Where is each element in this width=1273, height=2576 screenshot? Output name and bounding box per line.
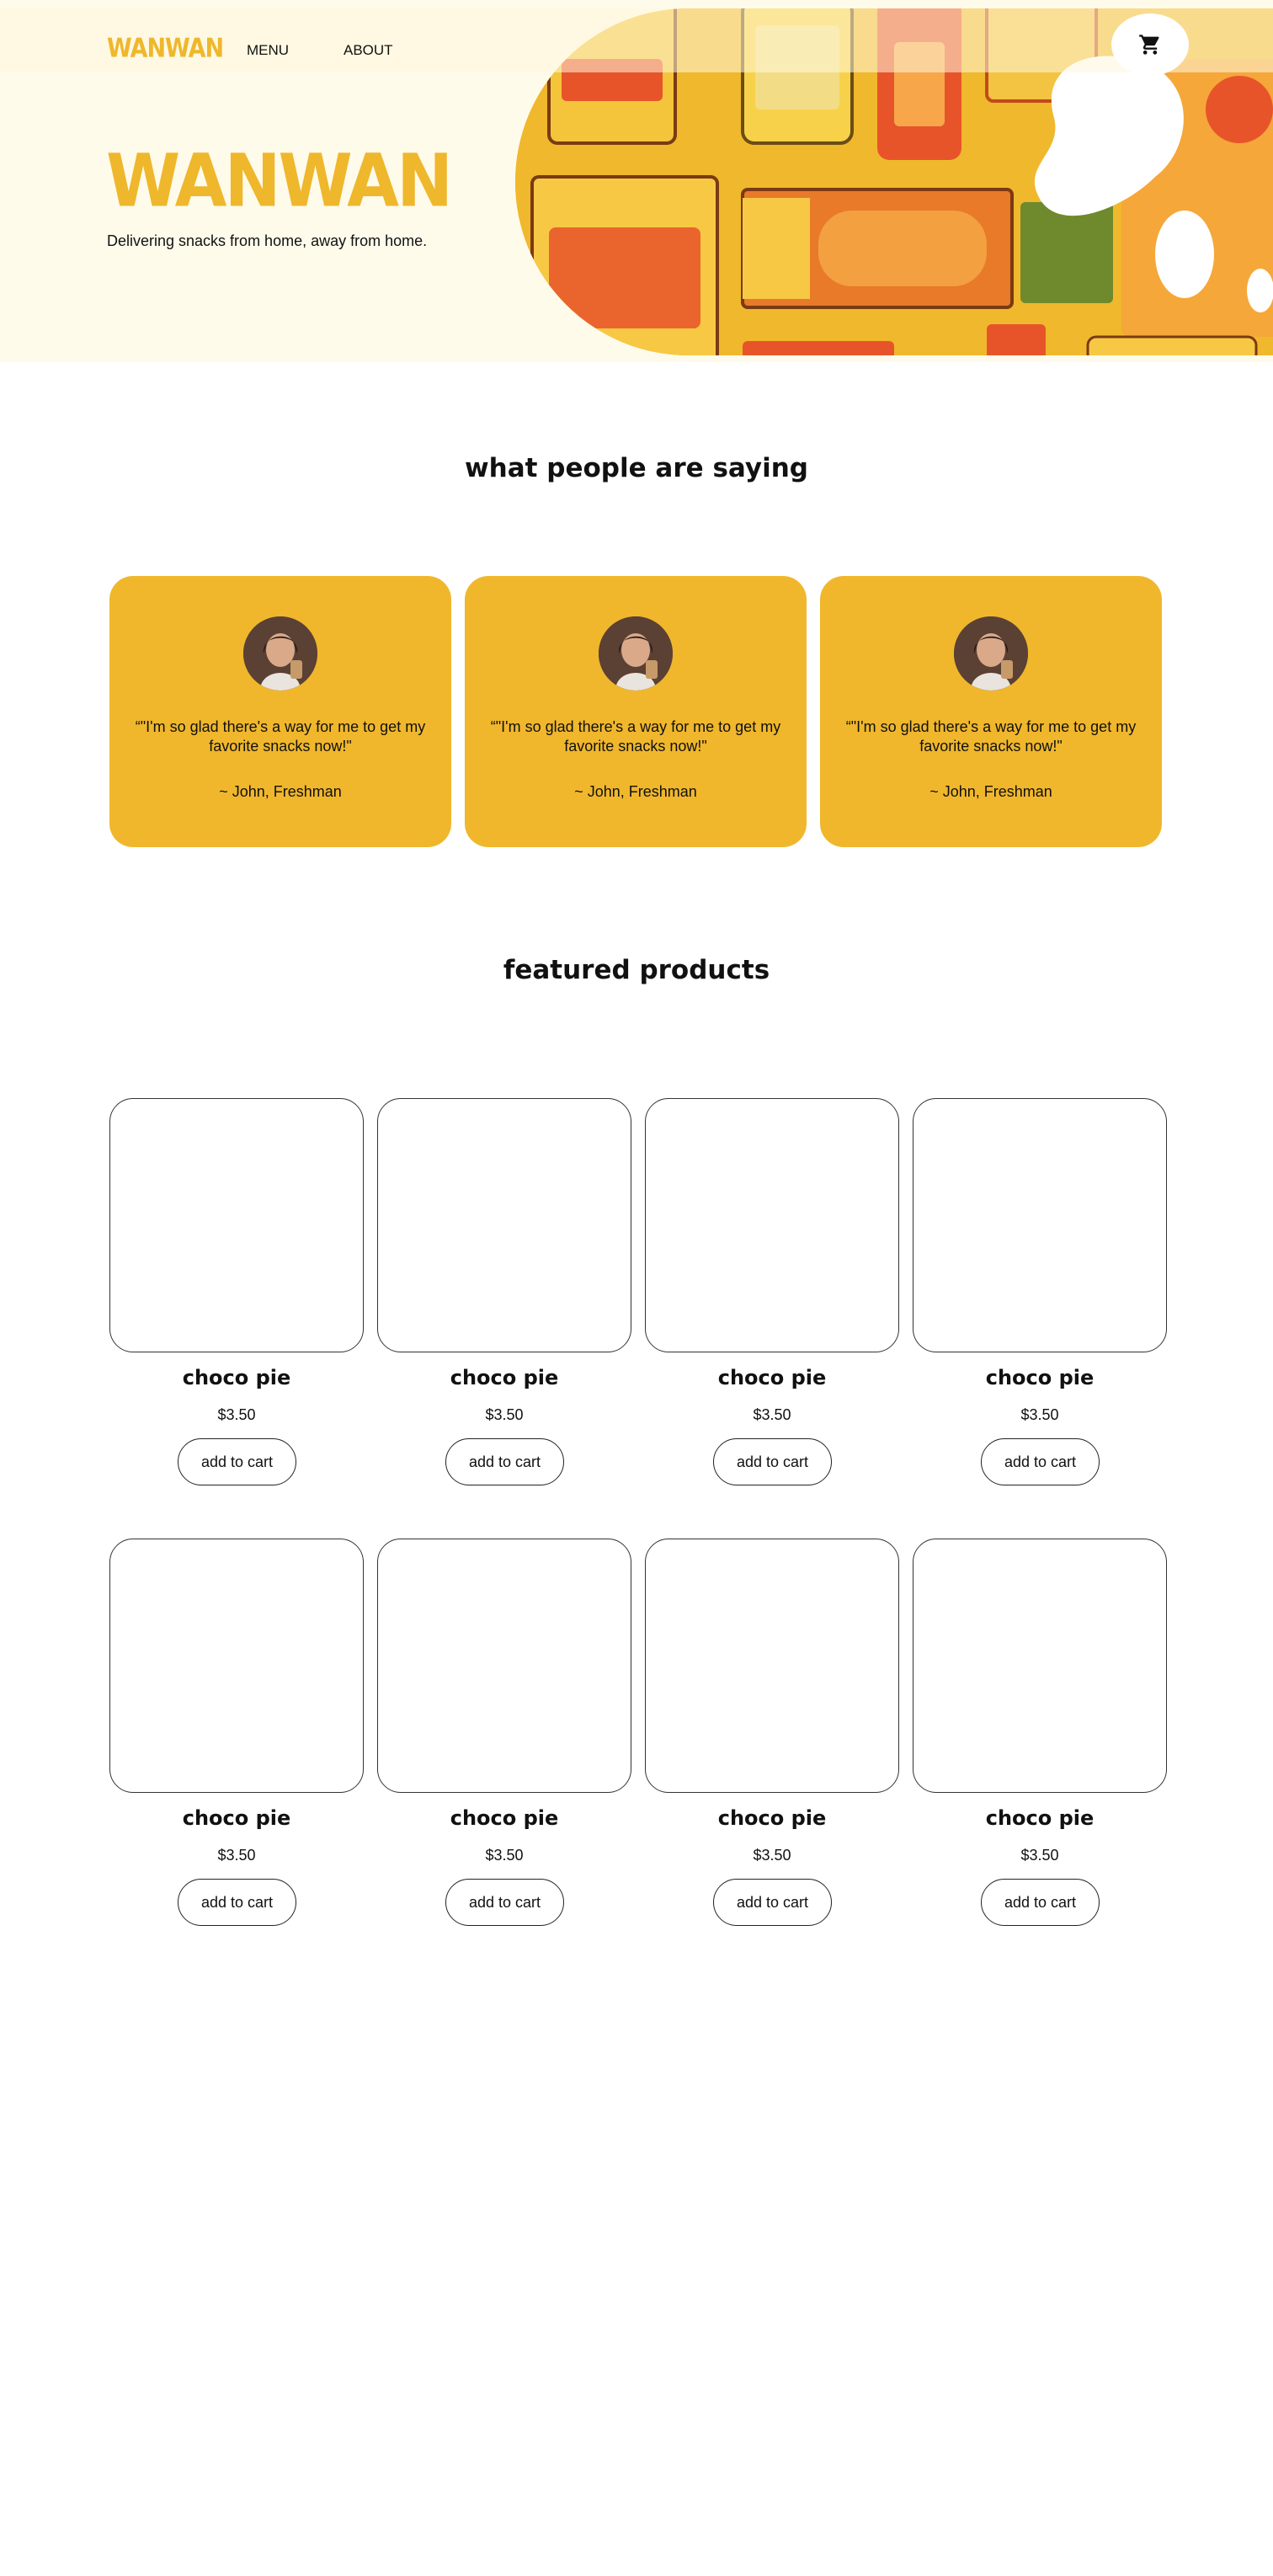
add-to-cart-button[interactable]: add to cart <box>713 1438 832 1485</box>
testimonials-title: what people are saying <box>465 453 808 483</box>
featured-title: featured products <box>503 955 770 985</box>
product-card <box>377 1098 631 1494</box>
product-image[interactable] <box>109 1098 364 1352</box>
testimonial-author: ~ John, Freshman <box>219 783 342 800</box>
product-price: $3.50 <box>485 1406 524 1423</box>
product-price: $3.50 <box>217 1406 256 1423</box>
add-to-cart-button[interactable]: add to cart <box>178 1879 296 1926</box>
product-price: $3.50 <box>1020 1847 1059 1864</box>
product-name: choco pie <box>985 1366 1095 1389</box>
avatar <box>599 616 673 691</box>
testimonial-quote: “"I'm so glad there's a way for me to get my favorite snacks now!" <box>135 718 426 755</box>
product-card <box>377 1539 631 1934</box>
product-image[interactable] <box>377 1539 631 1793</box>
nav-about-link[interactable]: ABOUT <box>344 42 393 58</box>
nav-menu-link[interactable]: MENU <box>247 42 290 58</box>
product-card <box>913 1539 1167 1934</box>
avatar <box>243 616 317 691</box>
testimonial-author: ~ John, Freshman <box>574 783 697 800</box>
hero-title: WANWAN <box>106 138 451 223</box>
testimonial-card <box>820 576 1162 847</box>
testimonial-card <box>109 576 451 847</box>
avatar <box>954 616 1028 691</box>
product-card <box>109 1098 364 1494</box>
product-image[interactable] <box>913 1098 1167 1352</box>
product-name: choco pie <box>450 1366 559 1389</box>
product-name: choco pie <box>182 1806 291 1830</box>
add-to-cart-button[interactable]: add to cart <box>981 1438 1100 1485</box>
product-card <box>109 1539 364 1934</box>
product-price: $3.50 <box>217 1847 256 1864</box>
product-image[interactable] <box>645 1539 899 1793</box>
product-name: choco pie <box>717 1366 827 1389</box>
product-price: $3.50 <box>753 1847 791 1864</box>
product-name: choco pie <box>985 1806 1095 1830</box>
testimonial-card <box>465 576 807 847</box>
product-price: $3.50 <box>1020 1406 1059 1423</box>
product-price: $3.50 <box>485 1847 524 1864</box>
add-to-cart-button[interactable]: add to cart <box>445 1879 564 1926</box>
product-name: choco pie <box>182 1366 291 1389</box>
testimonial-quote: “"I'm so glad there's a way for me to get my favorite snacks now!" <box>490 718 781 755</box>
add-to-cart-button[interactable]: add to cart <box>178 1438 296 1485</box>
brand-logo[interactable]: WANWAN <box>107 33 224 64</box>
testimonial-author: ~ John, Freshman <box>929 783 1052 800</box>
product-name: choco pie <box>717 1806 827 1830</box>
add-to-cart-button[interactable]: add to cart <box>981 1879 1100 1926</box>
hero-section <box>0 0 1273 362</box>
hero-subtitle: Delivering snacks from home, away from home. <box>107 232 428 249</box>
testimonial-quote: “"I'm so glad there's a way for me to get my favorite snacks now!" <box>845 718 1137 755</box>
product-price: $3.50 <box>753 1406 791 1423</box>
product-card <box>645 1539 899 1934</box>
add-to-cart-button[interactable]: add to cart <box>445 1438 564 1485</box>
product-image[interactable] <box>377 1098 631 1352</box>
product-card <box>645 1098 899 1494</box>
add-to-cart-button[interactable]: add to cart <box>713 1879 832 1926</box>
product-image[interactable] <box>645 1098 899 1352</box>
shopping-cart-icon <box>1137 33 1163 56</box>
product-image[interactable] <box>913 1539 1167 1793</box>
product-card <box>913 1098 1167 1494</box>
cart-button[interactable] <box>1111 13 1189 76</box>
product-image[interactable] <box>109 1539 364 1793</box>
product-name: choco pie <box>450 1806 559 1830</box>
